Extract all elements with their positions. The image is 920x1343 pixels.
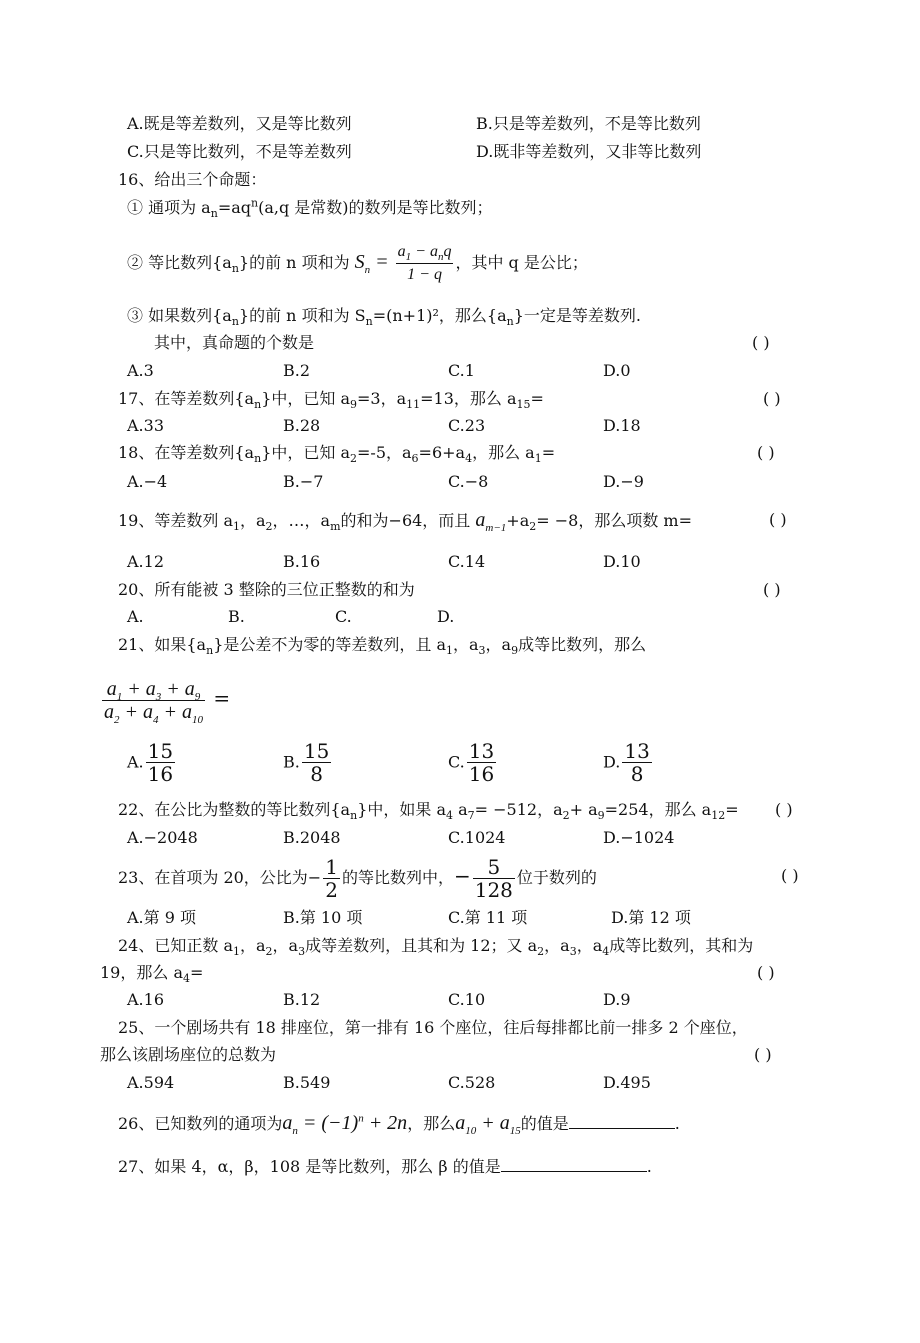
q16-p3-c: =(n+1)²，那么{a <box>372 306 507 325</box>
q16-p3-d: }一定是等差数列. <box>513 306 642 325</box>
q25-answer-paren: ( ) <box>754 1045 772 1064</box>
sum-expression: $a_{10} + a_{15}$ <box>455 1112 521 1137</box>
q19-option-b: B.16 <box>283 552 321 571</box>
general-term-formula: $a_n = (-1)^n + 2n$ <box>282 1112 408 1137</box>
q16-p3-b: }的前 n 项和为 S <box>238 306 366 325</box>
q17-answer-paren: ( ) <box>763 389 781 408</box>
q16-proposition-3: ③ 如果数列$\{a_n\}$的前 n 项和为 $S_n=(n+1)^2$，那么$\{a_n\}$一定是等差数列. <box>127 306 642 329</box>
q22-stem: 22、在公比为整数的等比数列$\{a_n\}$中，如果 $a_4$ $a_7= -512$，$a_2+ a_9=254$，那么 $a_{12}=$ <box>118 800 739 823</box>
q16-p1-c: (a,q 是常数)的数列是等比数列； <box>258 198 493 217</box>
q22-option-c: C.1024 <box>448 828 506 847</box>
q21-stem: 21、如果$\{a_n\}$是公差不为零的等差数列，且 $a_1$，$a_3$，$a_9$成等比数列，那么 <box>118 635 647 658</box>
q24-option-b: B.12 <box>283 990 321 1009</box>
q16-option-c: C.1 <box>448 361 475 380</box>
q17-option-c: C.23 <box>448 416 486 435</box>
q17-option-a: A.33 <box>127 416 164 435</box>
q18-option-c: C.−8 <box>448 472 489 491</box>
q16-ask: 其中，真命题的个数是 <box>154 333 315 352</box>
q16-p1-b: =aq <box>217 198 251 217</box>
q25-option-a: A.594 <box>127 1073 175 1092</box>
q15-option-b: B.只是等差数列，不是等比数列 <box>476 114 701 133</box>
q17-option-d: D.18 <box>603 416 641 435</box>
q24-stem-line1: 24、已知正数 $a_1$，$a_2$，$a_3$成等差数列，且其和为 12；又 $a_2$，$a_3$，$a_4$成等比数列，其和为 <box>118 936 754 959</box>
q18-answer-paren: ( ) <box>757 443 775 462</box>
sum-formula: $S_n$ = <box>354 251 394 276</box>
q20-option-a: A. <box>127 607 144 626</box>
q18-stem: 18、在等差数列$\{a_n\}$中，已知 $a_2=-5$，$a_6=6+a_4$，那么 $a_1=$ <box>118 443 556 466</box>
a-m-minus-1: $a_{m-1}$ <box>475 509 507 534</box>
q16-stem: 16、给出三个命题： <box>118 170 267 189</box>
q15-option-a: A.既是等差数列，又是等比数列 <box>127 114 352 133</box>
sum-formula-fraction: $\frac{a_1 - a_nq}{1 - q}$ <box>397 243 452 283</box>
q25-option-c: C.528 <box>448 1073 496 1092</box>
q16-option-b: B.2 <box>283 361 311 380</box>
q16-option-d: D.0 <box>603 361 631 380</box>
q17-stem: 17、在等差数列$\{a_n\}$中，已知 $a_9=3$，$a_{11}=13$，那么 $a_{15}=$ <box>118 389 544 412</box>
q23-stem: 23、在首项为 20，公比为− $\frac{1}{2}$ 的等比数列中，− $\frac{5}{128}$ 位于数列的 <box>118 855 597 902</box>
q15-option-c: C.只是等比数列，不是等差数列 <box>127 142 352 161</box>
q16-answer-paren: ( ) <box>752 333 770 352</box>
q19-option-d: D.10 <box>603 552 641 571</box>
q16-proposition-1: ① 通项为 $a_n=aq^n(a,q$ 是常数)的数列是等比数列； <box>127 196 493 221</box>
q26-stem: 26、已知数列的通项为$a_n = (-1)^n + 2n$，那么$a_{10} + a_{15}$的值是 . <box>118 1112 680 1137</box>
q20-answer-paren: ( ) <box>763 580 781 599</box>
q24-stem-line2: 19，那么 $a_4=$ <box>100 963 204 986</box>
q20-option-d: D. <box>437 607 455 626</box>
q25-option-d: D.495 <box>603 1073 651 1092</box>
q19-stem: 19、等差数列 $a_1$，$a_2$，…，$a_m$的和为−64，而且 $a_{m-1}+a_2= -8$，那么项数 m= <box>118 509 692 534</box>
q15-option-d: D.既非等差数列，又非等比数列 <box>476 142 702 161</box>
q20-option-b: B. <box>228 607 245 626</box>
q16-p3-a: ③ 如果数列{a <box>127 306 232 325</box>
q16-option-a: A.3 <box>127 361 154 380</box>
q18-option-b: B.−7 <box>283 472 324 491</box>
q21-option-a: A. $\frac{15}{16}$ <box>127 739 174 786</box>
q27-answer-blank[interactable] <box>501 1157 647 1172</box>
q19-option-a: A.12 <box>127 552 164 571</box>
q16-p2-a: ② 等比数列{a <box>127 253 232 272</box>
q16-p1-a: ① 通项为 a <box>127 198 211 217</box>
q26-answer-blank[interactable] <box>569 1114 675 1129</box>
q16-proposition-2: ② 等比数列$\{a_n\}$的前 n 项和为 $S_n$ = $\frac{a_1 - a_nq}{1 - q}$ ，其中 q 是公比； <box>127 234 588 291</box>
q22-answer-paren: ( ) <box>775 800 793 819</box>
q23-term-fraction: $\frac{5}{128}$ <box>474 855 513 902</box>
q18-option-a: A.−4 <box>127 472 168 491</box>
q25-option-b: B.549 <box>283 1073 331 1092</box>
q23-option-a: A.第 9 项 <box>127 908 196 927</box>
q21-option-c: C. $\frac{13}{16}$ <box>448 739 495 786</box>
q18-option-d: D.−9 <box>603 472 644 491</box>
q22-option-a: A.−2048 <box>127 828 198 847</box>
q21-options <box>0 740 920 796</box>
q20-stem: 20、所有能被 3 整除的三位正整数的和为 <box>118 580 415 599</box>
q23-ratio-fraction: $\frac{1}{2}$ <box>325 855 338 902</box>
q20-option-c: C. <box>335 607 352 626</box>
q22-option-b: B.2048 <box>283 828 341 847</box>
q25-stem-line1: 25、一个剧场共有 18 排座位，第一排有 16 个座位，往后每排都比前一排多 2 个座位， <box>118 1018 748 1037</box>
q23-option-c: C.第 11 项 <box>448 908 528 927</box>
q19-answer-paren: ( ) <box>769 510 787 529</box>
q21-ratio-expression: $\frac{a_1 + a_3 + a_9}{a_2 + a_4 + a_{10}}$ = <box>104 678 231 726</box>
q23-option-b: B.第 10 项 <box>283 908 363 927</box>
q23-option-d: D.第 12 项 <box>611 908 691 927</box>
q24-option-a: A.16 <box>127 990 164 1009</box>
q24-option-d: D.9 <box>603 990 631 1009</box>
q24-answer-paren: ( ) <box>757 963 775 982</box>
q19-option-c: C.14 <box>448 552 486 571</box>
q16-p2-b: }的前 n 项和为 <box>238 253 350 272</box>
q17-option-b: B.28 <box>283 416 321 435</box>
q16-p2-c: ，其中 q 是公比； <box>455 253 588 272</box>
q23-answer-paren: ( ) <box>781 866 799 885</box>
q22-option-d: D.−1024 <box>603 828 675 847</box>
q25-stem-line2: 那么该剧场座位的总数为 <box>100 1045 277 1064</box>
q21-option-b: B. $\frac{15}{8}$ <box>283 739 330 786</box>
q21-option-d: D. $\frac{13}{8}$ <box>603 739 650 786</box>
q27-stem: 27、如果 4，α，β，108 是等比数列，那么 β 的值是 . <box>118 1157 652 1176</box>
q24-option-c: C.10 <box>448 990 486 1009</box>
